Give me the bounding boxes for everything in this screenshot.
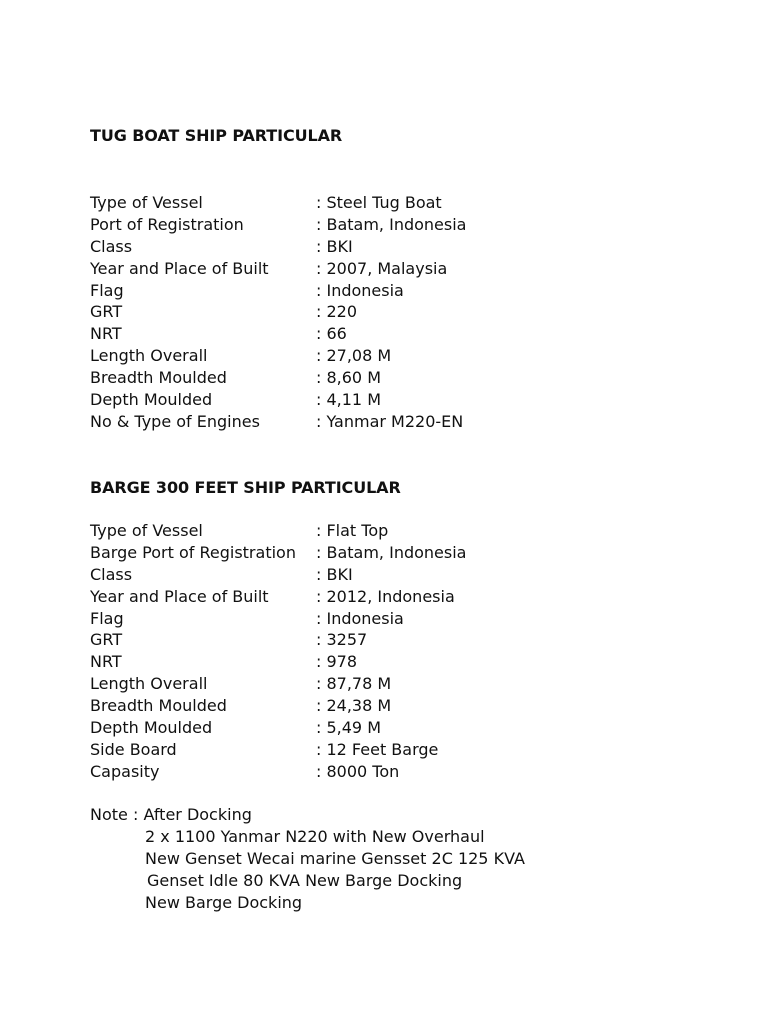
row-label: Port of Registration xyxy=(90,214,244,234)
row-value: : Indonesia xyxy=(316,608,404,628)
row-label: Type of Vessel xyxy=(90,193,203,212)
row-value: : Yanmar M220-EN xyxy=(316,411,464,431)
table-row xyxy=(90,651,650,673)
row-value: : 5,49 M xyxy=(316,718,381,738)
table-row xyxy=(90,367,650,389)
row-label: NRT xyxy=(90,652,122,672)
row-label: GRT xyxy=(90,630,123,650)
tug-boat-heading: TUG BOAT SHIP PARTICULAR xyxy=(90,126,343,145)
table-row xyxy=(90,301,650,323)
row-label: Class xyxy=(90,236,133,256)
row-value: : 12 Feet Barge xyxy=(316,739,439,759)
table-row xyxy=(90,608,650,630)
row-value: : 8000 Ton xyxy=(316,761,400,781)
row-label: Flag xyxy=(90,280,124,300)
row-value: : 978 xyxy=(316,652,358,672)
row-value: : 66 xyxy=(316,324,347,344)
row-value: : 3257 xyxy=(316,630,368,650)
row-label: Flag xyxy=(90,608,124,628)
table-row xyxy=(90,673,650,695)
row-value: : 87,78 M xyxy=(316,674,392,694)
row-label: Year and Place of Built xyxy=(90,258,269,278)
row-label: Breadth Moulded xyxy=(90,696,227,716)
note-line: 2 x 1100 Yanmar N220 with New Overhaul xyxy=(145,827,485,846)
note-line: Genset Idle 80 KVA New Barge Docking xyxy=(147,871,463,890)
row-label: Depth Moulded xyxy=(90,390,213,410)
note-line: New Barge Docking xyxy=(145,893,303,912)
table-row xyxy=(90,761,650,783)
table-row xyxy=(90,542,650,564)
tug-boat-particulars-table xyxy=(90,192,650,433)
row-value: : 8,60 M xyxy=(316,368,381,388)
row-label: Side Board xyxy=(90,739,177,759)
table-row xyxy=(90,411,650,433)
row-value: : 220 xyxy=(316,302,358,322)
table-row xyxy=(90,280,650,302)
table-row xyxy=(90,695,650,717)
row-label: Type of Vessel xyxy=(90,521,203,540)
row-label: Length Overall xyxy=(90,674,208,694)
row-value: : BKI xyxy=(316,236,353,256)
table-row xyxy=(90,717,650,739)
table-row xyxy=(90,214,650,236)
table-row xyxy=(90,739,650,761)
docking-note xyxy=(90,804,525,914)
note-line: New Genset Wecai marine Gensset 2C 125 KVA xyxy=(145,849,525,868)
row-value: : Flat Top xyxy=(316,521,389,540)
table-row xyxy=(90,586,650,608)
table-row xyxy=(90,236,650,258)
row-label: Class xyxy=(90,564,133,584)
row-value: : 2007, Malaysia xyxy=(316,258,448,278)
row-label: NRT xyxy=(90,324,122,344)
table-row xyxy=(90,192,650,214)
row-value: : Indonesia xyxy=(316,280,404,300)
row-value: : Batam, Indonesia xyxy=(316,214,467,234)
table-row xyxy=(90,629,650,651)
row-label: Year and Place of Built xyxy=(90,586,269,606)
row-label: GRT xyxy=(90,302,123,322)
table-row xyxy=(90,323,650,345)
barge-heading: BARGE 300 FEET SHIP PARTICULAR xyxy=(90,478,401,497)
row-value: : Batam, Indonesia xyxy=(316,542,467,562)
table-row xyxy=(90,389,650,411)
table-row xyxy=(90,258,650,280)
row-label: Depth Moulded xyxy=(90,718,213,738)
row-label: Breadth Moulded xyxy=(90,368,227,388)
table-row xyxy=(90,520,650,542)
barge-particulars-table xyxy=(90,520,650,783)
row-value: : 27,08 M xyxy=(316,346,392,366)
note-title: Note : After Docking xyxy=(90,805,252,824)
row-value: : 2012, Indonesia xyxy=(316,586,455,606)
table-row xyxy=(90,345,650,367)
row-value: : 24,38 M xyxy=(316,696,392,716)
row-label: Capasity xyxy=(90,761,160,781)
row-value: : Steel Tug Boat xyxy=(316,193,442,212)
row-value: : 4,11 M xyxy=(316,390,381,410)
row-label: Barge Port of Registration xyxy=(90,542,296,562)
row-label: Length Overall xyxy=(90,346,208,366)
row-value: : BKI xyxy=(316,564,353,584)
table-row xyxy=(90,564,650,586)
row-label: No & Type of Engines xyxy=(90,411,260,431)
